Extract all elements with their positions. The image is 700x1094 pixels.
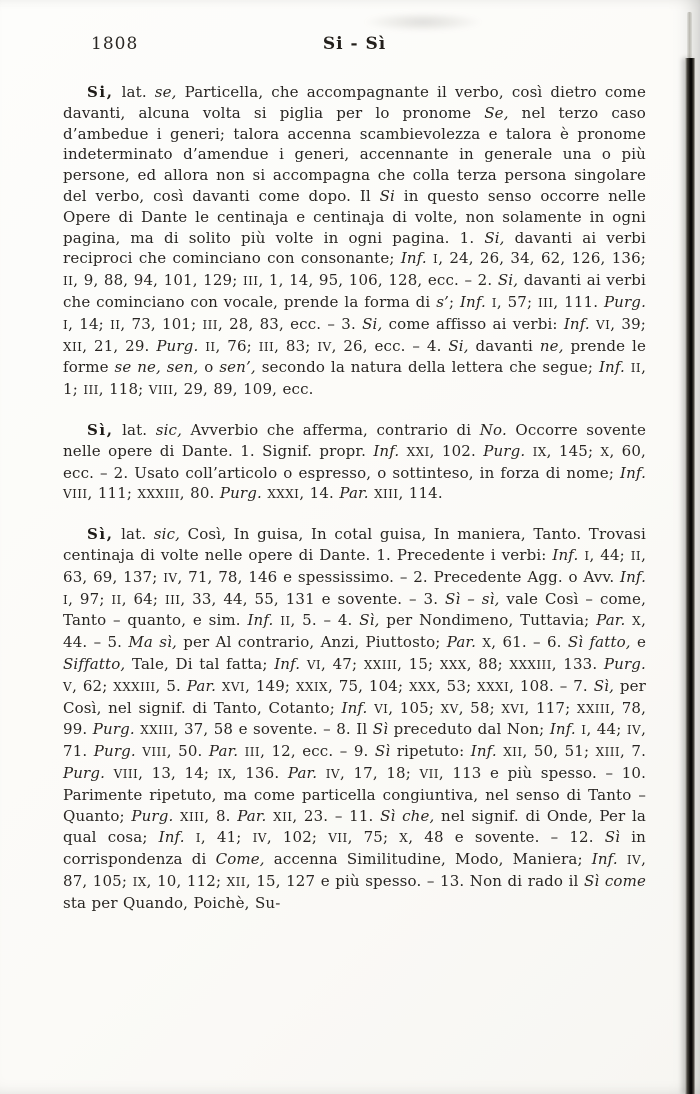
page-header — [63, 34, 646, 60]
page-number: 1808 — [91, 34, 139, 54]
book-gutter-shadow — [685, 58, 695, 1094]
dictionary-entry: Sì, lat. sic, Avverbio che afferma, contrario di No. Occorre sovente nelle opere di Dante. 1. Signif. propr. Inf. XXI, 102. Purg. IX, 145; X, 60, ecc. – 2. Usato coll’articolo o espresso, o sottinteso, in forza di nome; Inf. VIII, 111; XXXIII, 80. Purg. XXXI, 14. Par. XIII, 114. — [63, 420, 646, 503]
dictionary-entry: Si, lat. se, Particella, che accompagnante il verbo, così dietro come davanti, alcuna volta si piglia per lo pronome Se, nel terzo caso d’ambedue i generi; talora accenna scambievolezza e talora è pronome indeterminato d’amendue i generi, accennante in generale una o più persone, ed allora non si accompagna che colla terza persona singolare del verbo, così davanti come dopo. Il Si in questo senso occorre nelle Opere di Dante le centinaja e centinaja di volte, non solamente in ogni pagina, ma di solito più volte in ogni pagina. 1. Si, davanti ai verbi reciproci che cominciano con consonante; Inf. I, 24, 26, 34, 62, 126, 136; II, 9, 88, 94, 101, 129; III, 1, 14, 95, 106, 128, ecc. – 2. Si, davanti ai verbi che cominciano con vocale, prende la forma di s’; Inf. I, 57; III, 111. Purg. I, 14; II, 73, 101; III, 28, 83, ecc. – 3. Si, come affisso ai verbi: Inf. VI, 39; XII, 21, 29. Purg. II, 76; III, 83; IV, 26, ecc. – 4. Si, davanti ne, prende le forme se ne, sen, o sen’, secondo la natura della lettera che segue; Inf. II, 1; III, 118; VIII, 29, 89, 109, ecc. — [63, 83, 646, 399]
page-edge-mark — [687, 12, 692, 58]
running-title: Si - Sì — [322, 34, 387, 54]
dictionary-entry: Sì, lat. sic, Così, In guisa, In cotal guisa, In maniera, Tanto. Trovasi centinaja di volte nelle opere di Dante. 1. Precedente i verbi: Inf. I, 44; II, 63, 69, 137; IV, 71, 78, 146 e spessissimo. – 2. Precedente Agg. o Avv. Inf. I, 97; II, 64; III, 33, 44, 55, 131 e sovente. – 3. Sì – sì, vale Così – come, Tanto – quanto, e sim. Inf. II, 5. – 4. Sì, per Nondimeno, Tuttavia; Par. X, 44. – 5. Ma sì, per Al contrario, Anzi, Piuttosto; Par. X, 61. – 6. Sì fatto, e Siffatto, Tale, Di tal fatta; Inf. VI, 47; XXIII, 15; XXX, 88; XXXIII, 133. Purg. V, 62; XXXIII, 5. Par. XVI, 149; XXIX, 75, 104; XXX, 53; XXXI, 108. – 7. Sì, per Così, nel signif. di Tanto, Cotanto; Inf. VI, 105; XV, 58; XVI, 117; XXIII, 78, 99. Purg. XXIII, 37, 58 e sovente. – 8. Il Sì preceduto dal Non; Inf. I, 44; IV, 71. Purg. VIII, 50. Par. III, 12, ecc. – 9. Sì ripetuto: Inf. XII, 50, 51; XIII, 7. Purg. VIII, 13, 14; IX, 136. Par. IV, 17, 18; VII, 113 e più spesso. – 10. Parimente ripetuto, ma come particella congiuntiva, nel senso di Tanto – Quanto; Purg. XIII, 8. Par. XII, 23. – 11. Sì che, nel signif. di Onde, Per la qual cosa; Inf. I, 41; IV, 102; VII, 75; X, 48 e sovente. – 12. Sì in corrispondenza di Come, accenna Similitudine, Modo, Maniera; Inf. IV, 87, 105; IX, 10, 112; XII, 15, 127 e più spesso. – 13. Non di rado il Sì come sta per Quando, Poichè, Su- — [63, 525, 647, 912]
scan-smudge — [363, 12, 483, 32]
text-block — [63, 34, 646, 913]
dictionary-entries — [63, 82, 646, 913]
